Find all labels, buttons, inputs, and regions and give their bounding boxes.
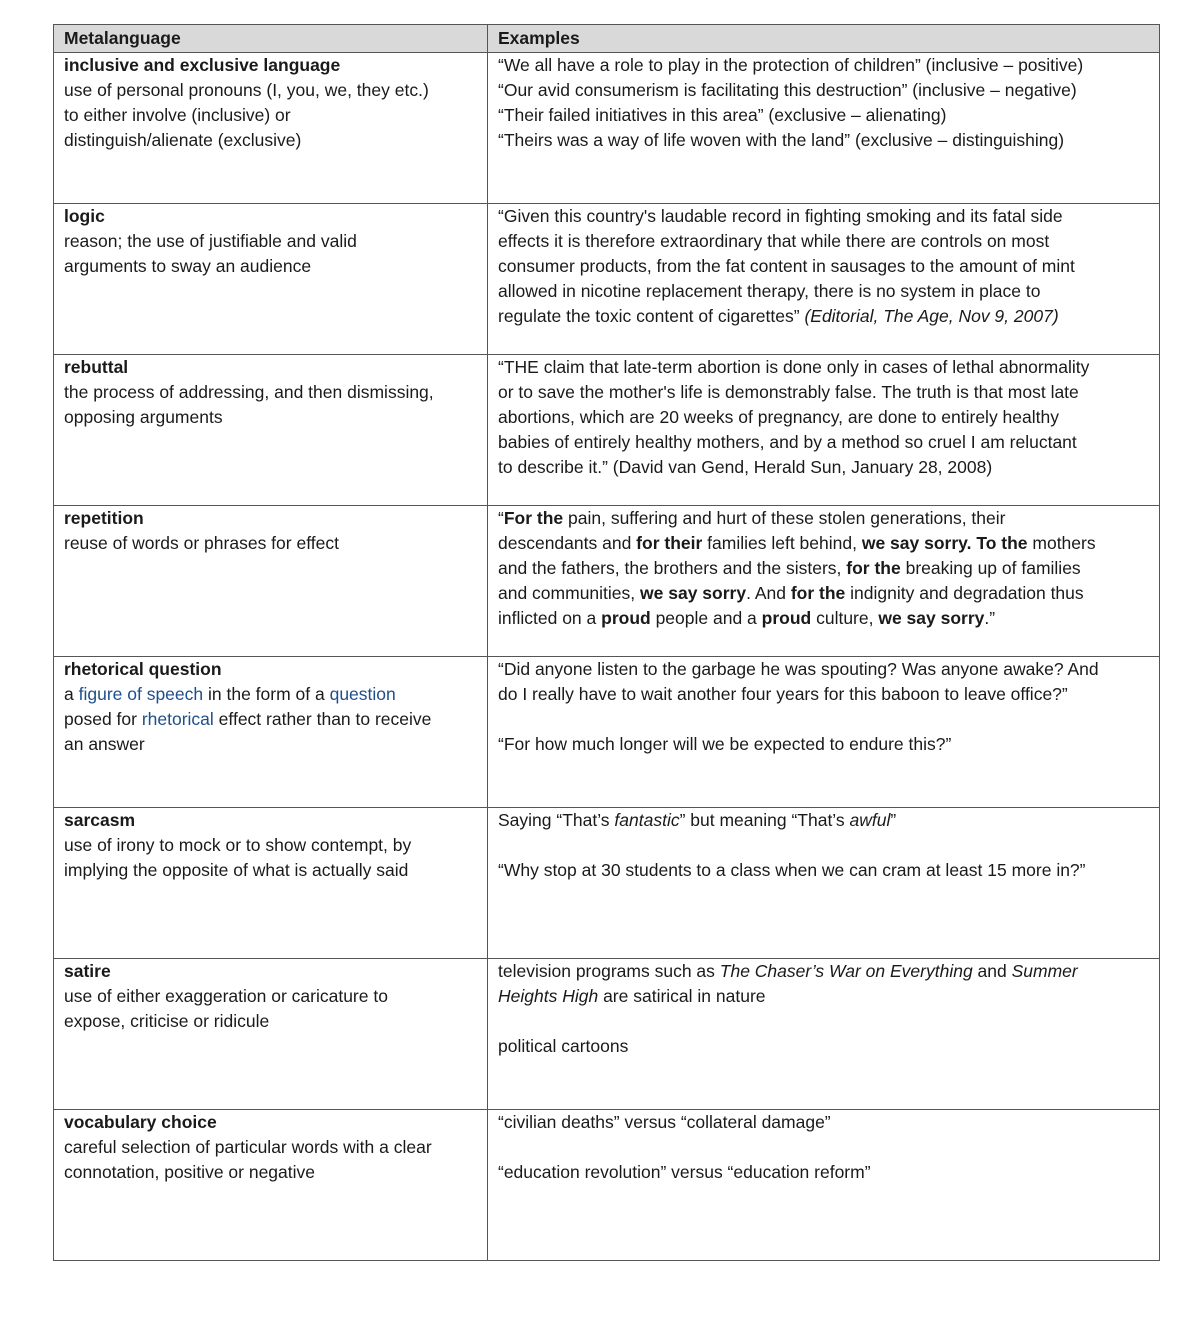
term-cell: [54, 1110, 488, 1261]
text-run: families left behind,: [702, 533, 862, 553]
italic-run: Heights High: [498, 986, 599, 1006]
examples-cell: [488, 1110, 1160, 1261]
example-line: to describe it.” (David van Gend, Herald Sun, January 28, 2008): [498, 457, 993, 477]
text-run: Saying “That’s: [498, 810, 615, 830]
term-cell: [54, 657, 488, 808]
bold-run: we say sorry: [878, 608, 985, 628]
term-cell: [54, 355, 488, 506]
header-row: [54, 25, 1160, 53]
term-definition: an answer: [64, 734, 145, 754]
example-line: political cartoons: [498, 1036, 629, 1056]
example-line: “We all have a role to play in the protection of children” (inclusive – positive): [498, 55, 1084, 75]
example-line: “THE claim that late-term abortion is done only in cases of lethal abnormality: [498, 357, 1090, 377]
example-line: “Theirs was a way of life woven with the land” (exclusive – distinguishing): [498, 130, 1065, 150]
example-line: [498, 581, 1151, 606]
example-line: [498, 606, 1151, 631]
term-cell: [54, 506, 488, 657]
example-line: [498, 959, 1151, 984]
table-row: [54, 506, 1160, 657]
example-line: [498, 556, 1151, 581]
example-text: regulate the toxic content of cigarettes”: [498, 306, 800, 326]
example-line: “civilian deaths” versus “collateral damage”: [498, 1112, 831, 1132]
term-definition: use of irony to mock or to show contempt, by: [64, 835, 412, 855]
term-definition: to either involve (inclusive) or: [64, 105, 291, 125]
term-definition: [64, 707, 479, 732]
example-line: “Given this country's laudable record in fighting smoking and its fatal side: [498, 206, 1063, 226]
rhetorical-link[interactable]: rhetorical: [141, 709, 214, 729]
spacer: [498, 1009, 1151, 1034]
table-row: [54, 959, 1160, 1110]
bold-run: for the: [790, 583, 846, 603]
term-title: vocabulary choice: [64, 1112, 217, 1132]
example-citation: (Editorial, The Age, Nov 9, 2007): [804, 306, 1059, 326]
term-definition: the process of addressing, and then dismissing,: [64, 382, 434, 402]
bold-run: To the: [976, 533, 1028, 553]
example-line: or to save the mother's life is demonstrably false. The truth is that most late: [498, 382, 1079, 402]
term-definition: connotation, positive or negative: [64, 1162, 315, 1182]
bold-run: proud: [601, 608, 651, 628]
term-title: logic: [64, 206, 105, 226]
text-run: a: [64, 684, 79, 704]
term-cell: [54, 204, 488, 355]
text-run: posed for: [64, 709, 142, 729]
term-definition: use of personal pronouns (I, you, we, they etc.): [64, 80, 429, 100]
term-title: inclusive and exclusive language: [64, 55, 341, 75]
text-run: and communities,: [498, 583, 641, 603]
text-run: indignity and degradation thus: [845, 583, 1084, 603]
term-title: repetition: [64, 508, 144, 528]
text-run: “: [498, 508, 504, 528]
figure-of-speech-link[interactable]: figure of speech: [78, 684, 204, 704]
term-definition: careful selection of particular words with a clear: [64, 1137, 432, 1157]
italic-run: The Chaser’s War on Everything: [719, 961, 973, 981]
text-run: people and a: [650, 608, 762, 628]
term-cell: [54, 959, 488, 1110]
examples-cell: [488, 355, 1160, 506]
example-line: “Our avid consumerism is facilitating this destruction” (inclusive – negative): [498, 80, 1077, 100]
term-definition: reason; the use of justifiable and valid: [64, 231, 357, 251]
text-run: and: [972, 961, 1012, 981]
text-run: .”: [984, 608, 996, 628]
text-run: ” but meaning “That’s: [679, 810, 850, 830]
examples-cell: [488, 657, 1160, 808]
example-line: do I really have to wait another four years for this baboon to leave office?”: [498, 684, 1068, 704]
term-definition: arguments to sway an audience: [64, 256, 312, 276]
text-run: ”: [890, 810, 897, 830]
term-cell: [54, 808, 488, 959]
example-line: [498, 808, 1151, 833]
example-line: “For how much longer will we be expected to endure this?”: [498, 734, 952, 754]
example-line: effects it is therefore extraordinary that while there are controls on most: [498, 231, 1050, 251]
table-row: [54, 53, 1160, 204]
example-line: “Why stop at 30 students to a class when we can cram at least 15 more in?”: [498, 860, 1086, 880]
text-run: television programs such as: [498, 961, 720, 981]
question-link[interactable]: question: [329, 684, 396, 704]
bold-run: For the: [503, 508, 564, 528]
spacer: [498, 707, 1151, 732]
table-row: [54, 204, 1160, 355]
examples-cell: [488, 808, 1160, 959]
bold-run: for the: [846, 558, 901, 578]
bold-run: proud: [761, 608, 812, 628]
example-line: [498, 506, 1151, 531]
term-definition: implying the opposite of what is actually said: [64, 860, 409, 880]
term-definition: use of either exaggeration or caricature to: [64, 986, 388, 1006]
header-examples: Examples: [488, 25, 1160, 53]
example-line: [498, 531, 1151, 556]
text-run: descendants and: [498, 533, 637, 553]
term-definition: reuse of words or phrases for effect: [64, 533, 339, 553]
term-title: satire: [64, 961, 111, 981]
italic-run: fantastic: [614, 810, 680, 830]
term-definition: expose, criticise or ridicule: [64, 1011, 270, 1031]
term-definition: opposing arguments: [64, 407, 223, 427]
example-line: abortions, which are 20 weeks of pregnancy, are done to entirely healthy: [498, 407, 1059, 427]
table-row: [54, 808, 1160, 959]
example-line: babies of entirely healthy mothers, and by a method so cruel I am reluctant: [498, 432, 1077, 452]
example-line: “Their failed initiatives in this area” (exclusive – alienating): [498, 105, 947, 125]
text-run: culture,: [811, 608, 879, 628]
italic-run: Summer: [1011, 961, 1078, 981]
table-row: [54, 355, 1160, 506]
spacer: [498, 1135, 1151, 1160]
example-line: consumer products, from the fat content in sausages to the amount of mint: [498, 256, 1075, 276]
example-line: [498, 984, 1151, 1009]
text-run: effect rather than to receive: [213, 709, 432, 729]
text-run: and the fathers, the brothers and the sisters,: [498, 558, 847, 578]
text-run: pain, suffering and hurt of these stolen generations, their: [563, 508, 1006, 528]
examples-cell: [488, 506, 1160, 657]
bold-run: for their: [636, 533, 703, 553]
italic-run: awful: [849, 810, 891, 830]
spacer: [498, 833, 1151, 858]
term-title: rebuttal: [64, 357, 129, 377]
example-line: allowed in nicotine replacement therapy, there is no system in place to: [498, 281, 1041, 301]
examples-cell: [488, 204, 1160, 355]
text-run: inflicted on a: [498, 608, 602, 628]
examples-cell: [488, 53, 1160, 204]
text-run: are satirical in nature: [598, 986, 766, 1006]
example-line: “Did anyone listen to the garbage he was spouting? Was anyone awake? And: [498, 659, 1099, 679]
text-run: in the form of a: [203, 684, 330, 704]
term-title: sarcasm: [64, 810, 136, 830]
example-line: “education revolution” versus “education reform”: [498, 1162, 871, 1182]
text-run: mothers: [1027, 533, 1096, 553]
text-run: . And: [746, 583, 791, 603]
table-row: [54, 657, 1160, 808]
bold-run: we say sorry: [640, 583, 747, 603]
examples-cell: [488, 959, 1160, 1110]
term-cell: [54, 53, 488, 204]
table-row: [54, 1110, 1160, 1261]
term-definition: distinguish/alienate (exclusive): [64, 130, 302, 150]
term-definition: [64, 682, 479, 707]
header-metalanguage: Metalanguage: [54, 25, 488, 53]
example-line: [498, 304, 1151, 329]
bold-run: we say sorry.: [861, 533, 972, 553]
metalanguage-table: [53, 24, 1160, 1261]
term-title: rhetorical question: [64, 659, 222, 679]
text-run: breaking up of families: [900, 558, 1081, 578]
